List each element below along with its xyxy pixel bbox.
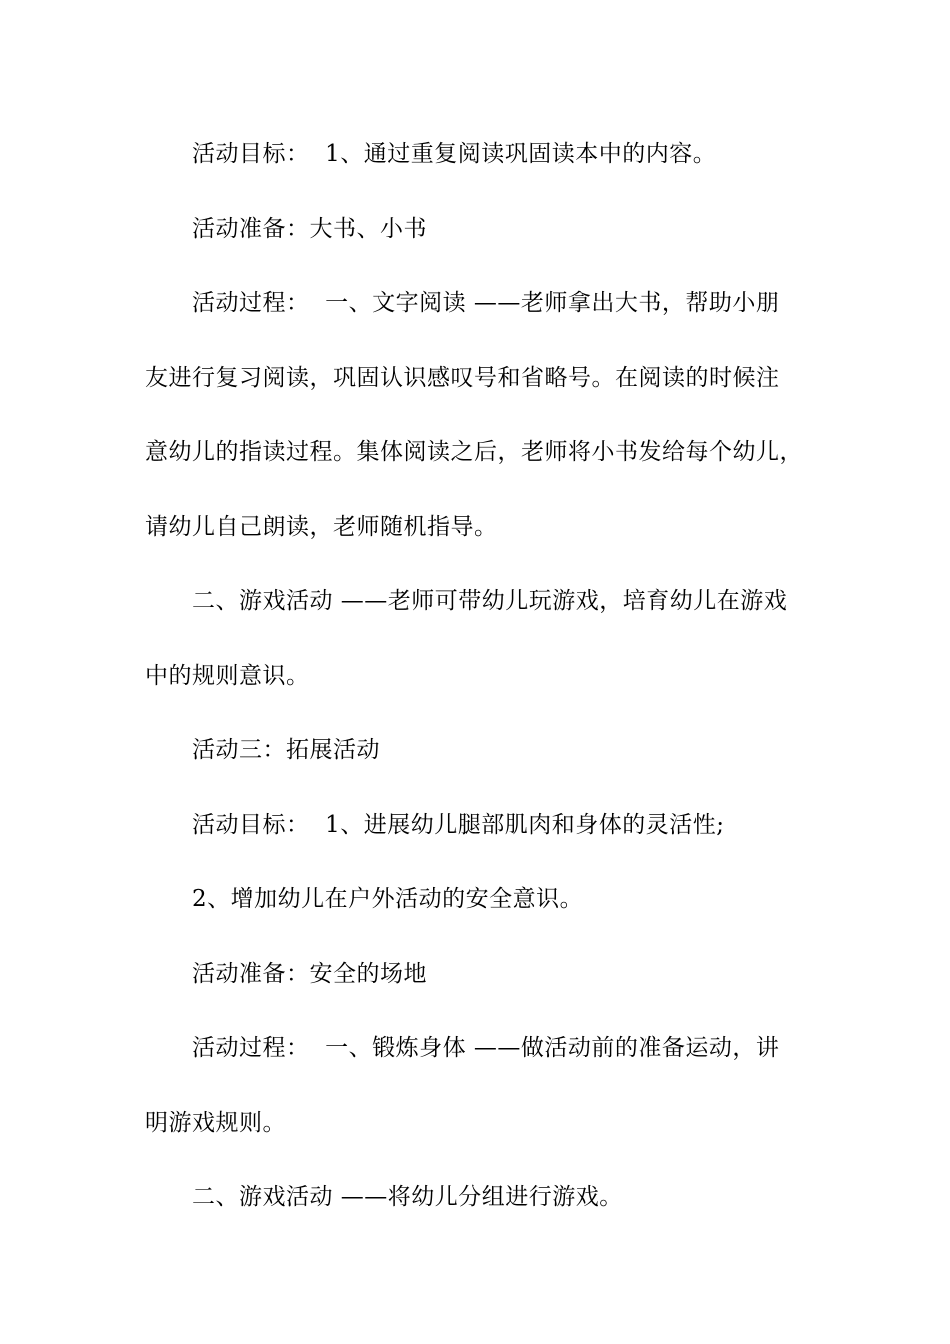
document-body (145, 130, 825, 1248)
text-line: 活动过程： 一、文字阅读 ——老师拿出大书，帮助小朋 (192, 290, 780, 316)
text-line: 活动准备：大书、小书 (192, 215, 427, 242)
text-line: 意幼儿的指读过程。集体阅读之后，老师将小书发给每个幼儿， (145, 439, 803, 465)
section-heading: 活动三：拓展活动 (192, 737, 380, 763)
text-line: 活动目标： 1、通过重复阅读巩固读本中的内容。 (192, 141, 717, 167)
text-line: 中的规则意识。 (145, 662, 310, 689)
text-line: 活动准备：安全的场地 (192, 960, 427, 987)
text-line: 友进行复习阅读，巩固认识感叹号和省略号。在阅读的时候注 (145, 364, 780, 391)
text-line: 活动目标： 1、进展幼儿腿部肌肉和身体的灵活性; (192, 811, 725, 838)
text-line: 二、游戏活动 ——将幼儿分组进行游戏。 (192, 1184, 623, 1210)
text-line: 2、增加幼儿在户外活动的安全意识。 (192, 886, 584, 912)
text-line: 明游戏规则。 (145, 1109, 286, 1136)
text-line: 请幼儿自己朗读，老师随机指导。 (145, 513, 498, 540)
text-line: 二、游戏活动 ——老师可带幼儿玩游戏，培育幼儿在游戏 (192, 588, 788, 614)
text-line: 活动过程： 一、锻炼身体 ——做活动前的准备运动，讲 (192, 1035, 780, 1061)
